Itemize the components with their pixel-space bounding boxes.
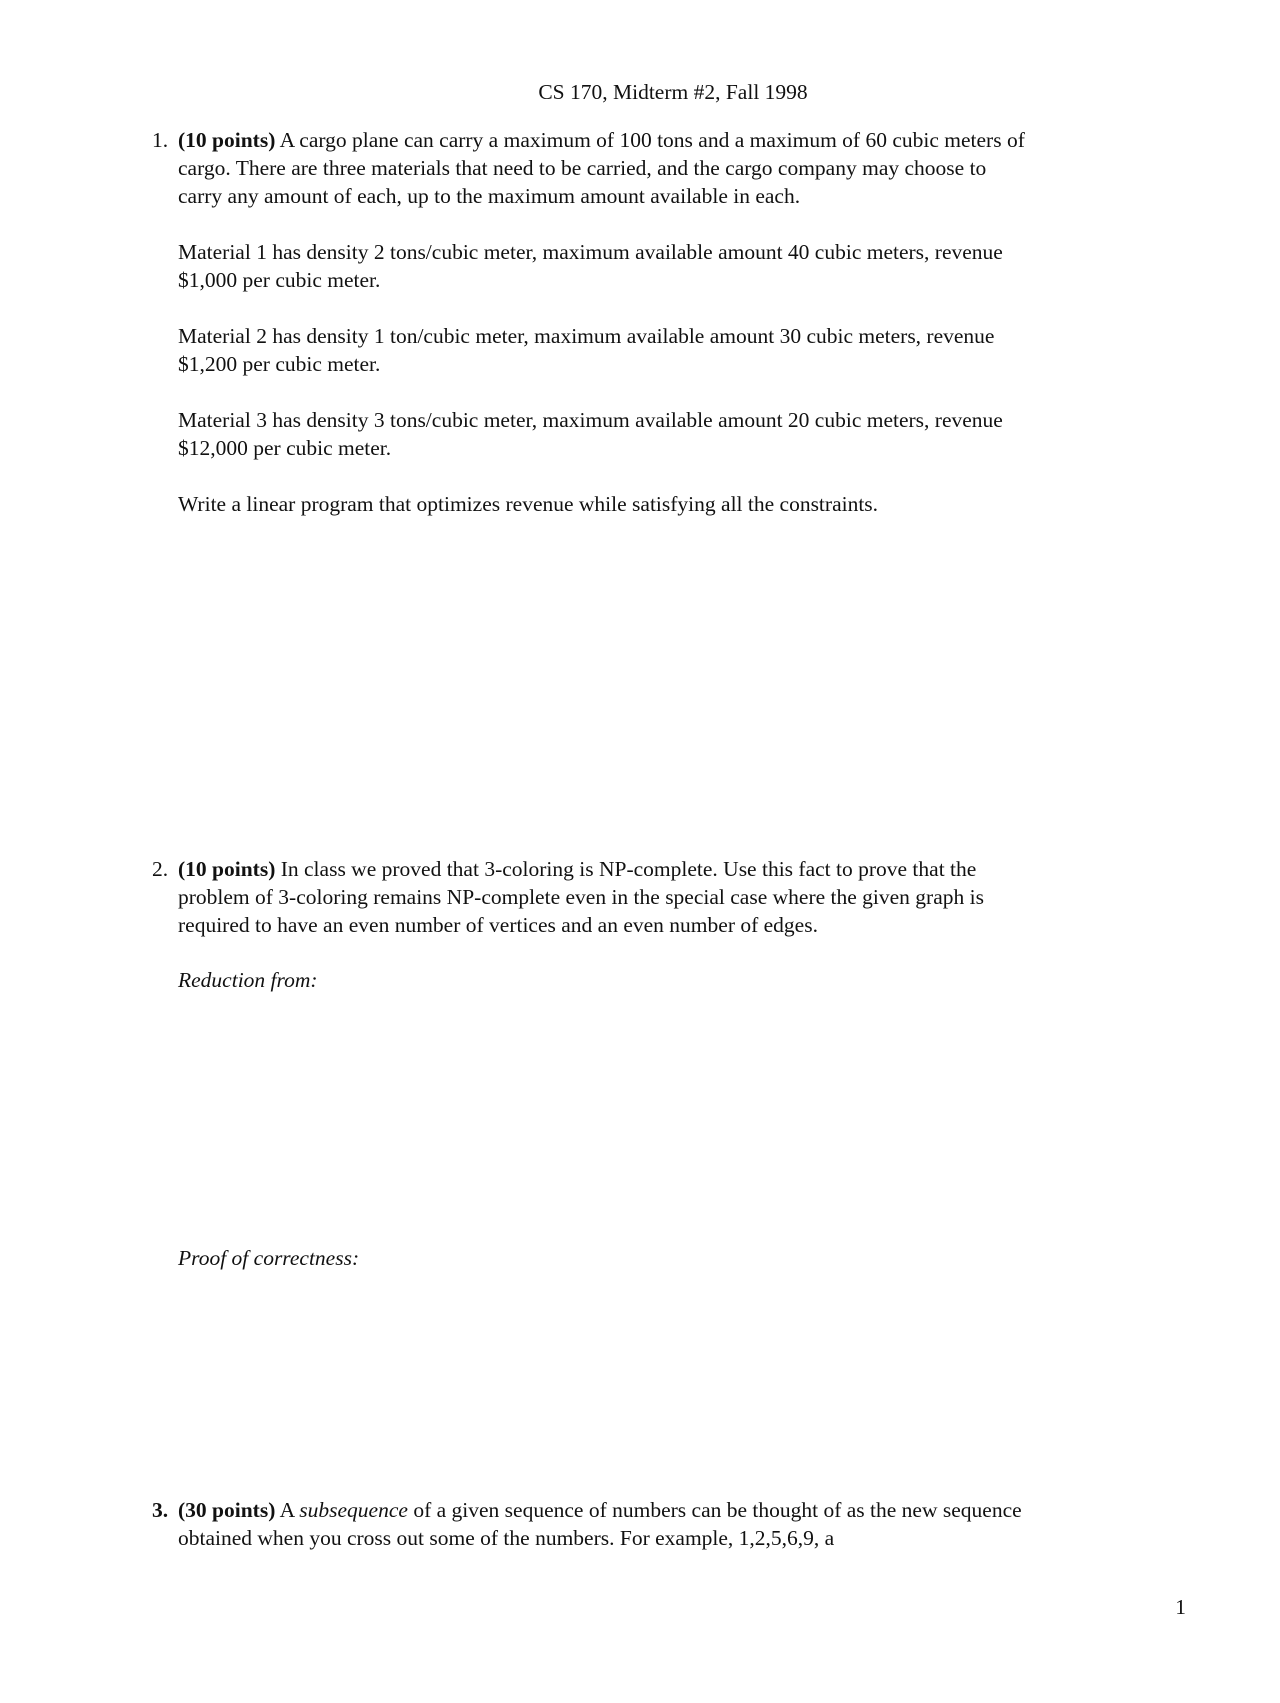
material-2-text: Material 2 has density 1 ton/cubic meter, maximum available amount 30 cubic meters, revenue $1,200 per cubic meter. [178,324,995,376]
question-points: (10 points) [178,128,276,152]
reduction-label: Reduction from: [178,968,318,992]
question-number: 1. [152,128,169,152]
question-text: A cargo plane can carry a maximum of 100 tons and a maximum of 60 cubic meters of cargo. There are three materials that need to be carried, and the cargo company may choose to carry any amount of each, up to the maximum amount available in each. [178,128,1025,208]
question-points: (10 points) [178,857,276,881]
question-points: (30 points) [178,1498,276,1522]
page-title: CS 170, Midterm #2, Fall 1998 [538,80,808,104]
question-3-intro [152,1496,1032,1552]
question-2 [152,855,1032,939]
question-1 [152,126,1032,518]
question-2-intro [152,855,1032,939]
question-text-a: A [279,1498,294,1522]
question-text-b: of a given sequence of numbers can be thought of as the new sequence obtained when you cross out some of the numbers. For example, 1,2,5,6,9, a [178,1498,1022,1550]
page-number: 1 [1175,1595,1186,1619]
material-3-text: Material 3 has density 3 tons/cubic meter, maximum available amount 20 cubic meters, revenue $12,000 per cubic meter. [178,408,1003,460]
question-task: Write a linear program that optimizes revenue while satisfying all the constraints. [178,492,879,516]
question-1-intro [152,126,1032,210]
question-3 [152,1496,1032,1552]
material-1-text: Material 1 has density 2 tons/cubic meter, maximum available amount 40 cubic meters, revenue $1,000 per cubic meter. [178,240,1003,292]
question-number: 3. [152,1498,169,1522]
question-text: In class we proved that 3-coloring is NP-complete. Use this fact to prove that the problem of 3-coloring remains NP-complete even in the special case where the given graph is required to have an even number of vertices and an even number of edges. [178,857,984,937]
term-subsequence: subsequence [299,1498,408,1522]
proof-label: Proof of correctness: [178,1246,360,1270]
question-number: 2. [152,857,169,881]
